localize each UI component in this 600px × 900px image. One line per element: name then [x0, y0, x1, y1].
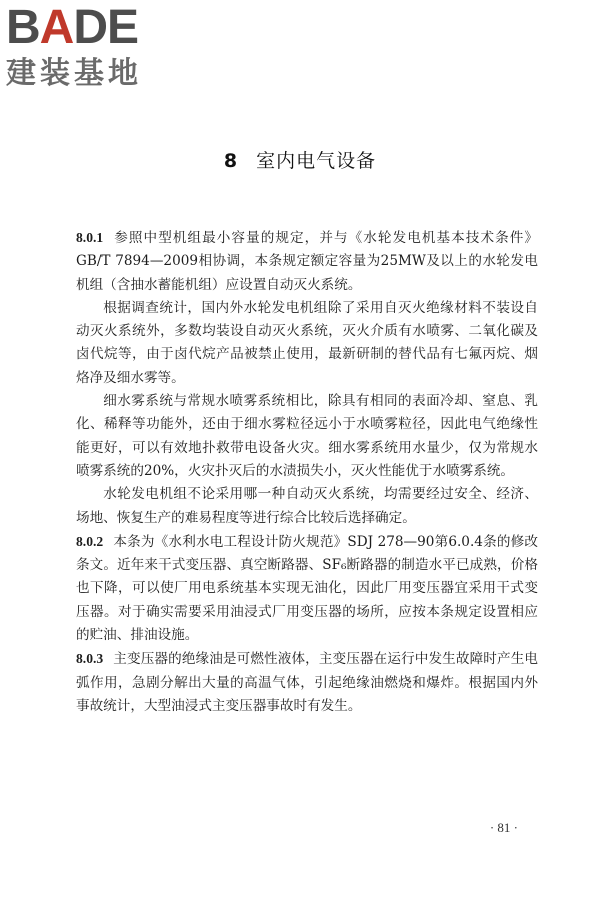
clause-8-0-1-paragraph-2: 根据调查统计，国内外水轮发电机组除了采用自灭火绝缘材料不装设自动灭火系统外，多数均装设自动灭火系统，灭火介质有水喷雾、二氧化碳及卤代烷等，由于卤代烷产品被禁止使用，最新研制的替代品有七氟丙烷、烟烙净及细水雾等。: [76, 299, 538, 386]
clause-number: 8.0.1: [76, 230, 104, 245]
paragraph-text: 主变压器的绝缘油是可燃性液体，主变压器在运行中发生故障时产生电弧作用，急剧分解出大量的高温气体，引起绝缘油燃烧和爆炸。根据国内外事故统计，大型油浸式主变压器事故时有发生。: [76, 651, 538, 714]
logo-wordmark: [6, 1, 176, 54]
clause-8-0-1-paragraph-4: 水轮发电机组不论采用哪一种自动灭火系统，均需要经过安全、经济、场地、恢复生产的难易程度等进行综合比较后选择确定。: [76, 486, 538, 526]
paragraph-text: 参照中型机组最小容量的规定，并与《水轮发电机基本技术条件》GB/T 7894—2009相协调，本条规定额定容量为25MW及以上的水轮发电机组（含抽水蓄能机组）应设置自动灭火系统。: [76, 230, 538, 293]
body-text: [76, 226, 538, 718]
paragraph-text: 本条为《水利水电工程设计防火规范》SDJ 278—90第6.0.4条的修改条文。近年来干式变压器、真空断路器、SF₆断路器的制造水平已成熟，价格也下降，可以使厂用电系统基本实现无油化，因此厂用变压器宜采用干式变压器。对于确实需要采用油浸式厂用变压器的场所，应按本条规定设置相应的贮油、排油设施。: [76, 533, 538, 644]
clause-number: 8.0.3: [76, 651, 104, 667]
chapter-title: 室内电气设备: [256, 150, 377, 172]
page-number: · 81 ·: [489, 820, 518, 835]
brand-logo: [6, 1, 176, 94]
logo-letters-de: DE: [73, 1, 139, 54]
clause-8-0-2-paragraph-1: [76, 530, 538, 647]
clause-8-0-1-paragraph-3: 细水雾系统与常规水喷雾系统相比，除具有相同的表面冷却、窒息、乳化、稀释等功能外，还由于细水雾粒径远小于水喷雾粒径，因此电气绝缘性能更好，可以有效地扑救带电设备火灾。细水雾系统用水量少，仅为常规水喷雾系统的20%，火灾扑灭后的水渍损失小，灭火性能优于水喷雾系统。: [76, 393, 538, 479]
logo-letters-b: B: [6, 1, 40, 54]
chapter-number: 8: [223, 150, 239, 172]
logo-subtitle: 建装基地: [6, 56, 142, 91]
clause-number: 8.0.2: [76, 533, 104, 549]
logo-letter-a-accent: A: [39, 1, 74, 54]
chapter-heading: [0, 146, 600, 173]
clause-8-0-3-paragraph-1: [76, 647, 538, 718]
clause-8-0-1-paragraph-1: [76, 226, 538, 297]
